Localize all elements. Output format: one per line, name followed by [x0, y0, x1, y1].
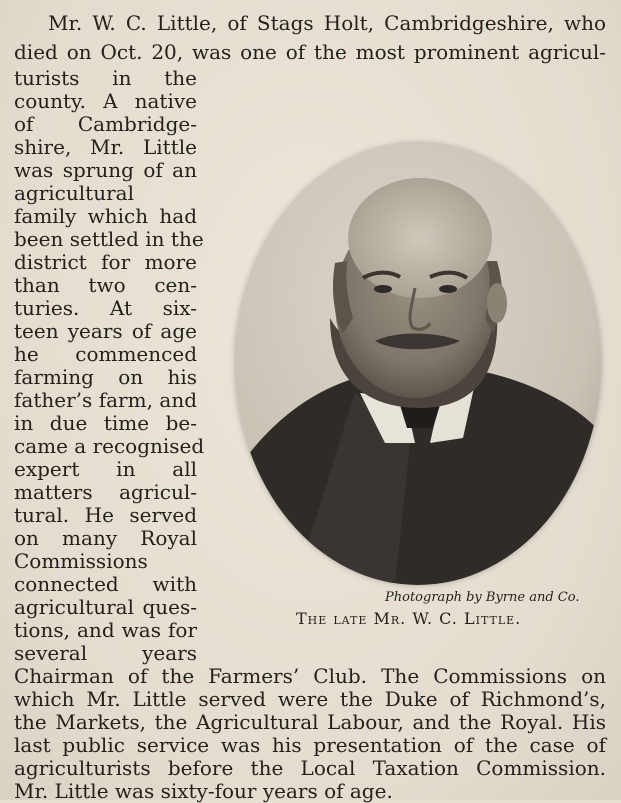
column-line: came a recognised — [14, 434, 205, 458]
article-line: Chairman of the Farmers’ Club. The Commissions on — [14, 664, 606, 688]
column-line: agricultural ques- — [14, 595, 197, 619]
article-line: Mr. Little was sixty-four years of age. — [14, 779, 393, 803]
portrait-illustration — [235, 143, 601, 585]
column-line: tural. He served — [14, 503, 197, 527]
column-line: county. A native — [14, 89, 197, 113]
photo-credit: Photograph by Byrne and Co. — [385, 590, 580, 605]
photo-caption: The late Mr. W. C. Little. — [296, 609, 522, 628]
column-line: several years — [14, 641, 197, 665]
column-line: been settled in the — [14, 227, 204, 251]
column-line: turists in the — [14, 66, 197, 90]
column-line: expert in all — [14, 457, 197, 481]
article-line: which Mr. Little served were the Duke of Richmond’s, — [14, 687, 606, 711]
column-line: district for more — [14, 250, 197, 274]
column-line: teen years of age — [14, 319, 197, 343]
column-line: father’s farm, and — [14, 388, 197, 412]
column-line: connected with — [14, 572, 197, 596]
column-line: turies. At six- — [14, 296, 197, 320]
article-line: the Markets, the Agricultural Labour, and the Royal. His — [14, 710, 606, 734]
article-line: Mr. W. C. Little, of Stags Holt, Cambridgeshire, who — [48, 11, 606, 35]
column-line: Commissions — [14, 549, 148, 573]
column-line: farming on his — [14, 365, 197, 389]
column-line: family which had — [14, 204, 197, 228]
article-line: died on Oct. 20, was one of the most prominent agricul- — [14, 40, 606, 64]
article-line: agriculturists before the Local Taxation Commission. — [14, 756, 606, 780]
column-line: matters agricul- — [14, 480, 197, 504]
column-line: than two cen- — [14, 273, 197, 297]
column-line: tions, and was for — [14, 618, 197, 642]
column-line: on many Royal — [14, 526, 197, 550]
article-line: last public service was his presentation of the case of — [14, 733, 606, 757]
column-line: in due time be- — [14, 411, 197, 435]
column-line: shire, Mr. Little — [14, 135, 197, 159]
column-line: was sprung of an — [14, 158, 197, 182]
column-line: he commenced — [14, 342, 197, 366]
portrait-photo — [235, 143, 601, 585]
column-line: of Cambridge- — [14, 112, 197, 136]
column-line: agricultural — [14, 181, 134, 205]
